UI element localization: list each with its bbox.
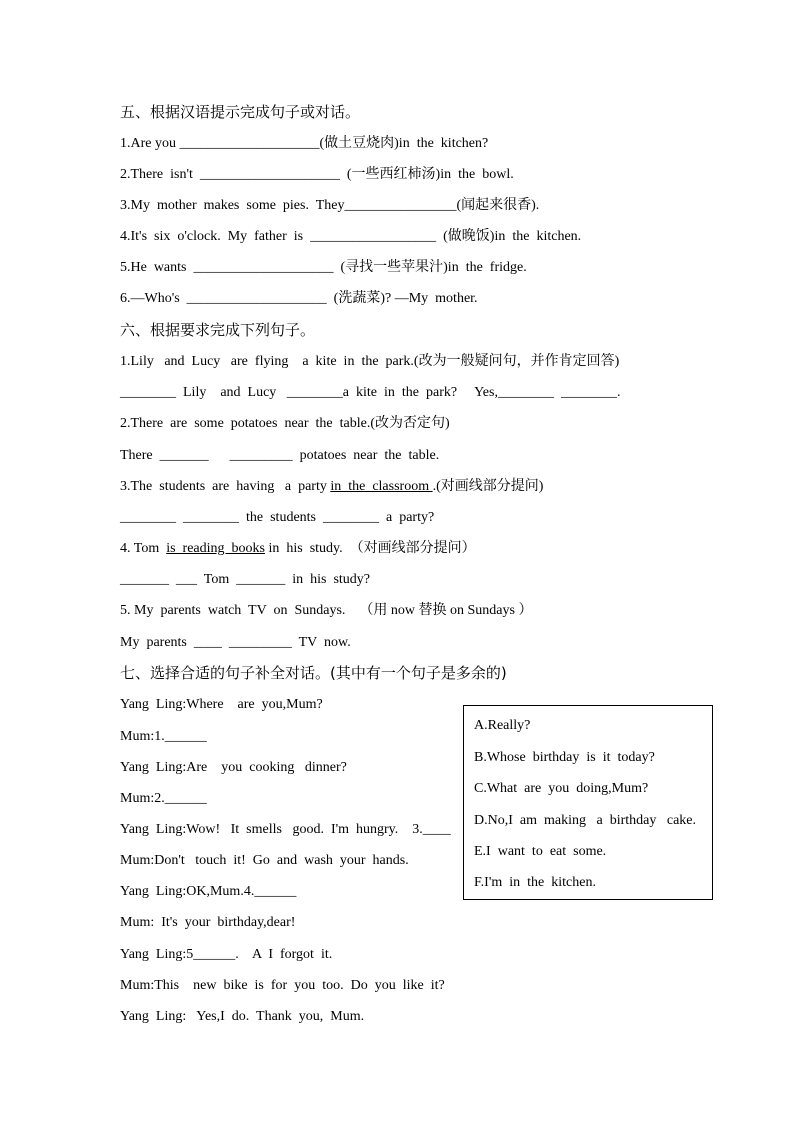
s6-q4-underlined: is reading books: [166, 541, 265, 556]
s6-question-1: 1.Lily and Lucy are flying a kite in the park.(改为一般疑问句，并作肯定回答): [120, 354, 620, 369]
s6-question-4: [120, 540, 476, 558]
dialogue-line: Mum:Don't touch it! Go and wash your hands.: [120, 853, 409, 868]
option-c: C.What are you doing,Mum?: [474, 781, 649, 796]
dialogue-line: Mum: It's your birthday,dear!: [120, 915, 296, 930]
s5-question-6: 6.—Who's ____________________ (洗蔬菜)? —My mother.: [120, 291, 478, 306]
option-a: A.Really?: [474, 718, 531, 733]
s6-q3-instruction: .(对画线部分提问): [432, 479, 544, 494]
dialogue-line: Mum:This new bike is for you too. Do you like it?: [120, 978, 445, 993]
s5-question-1: 1.Are you ____________________(做土豆烧肉)in the kitchen?: [120, 136, 489, 151]
s6-q4-instruction: in his study. （对画线部分提问）: [264, 541, 476, 556]
s6-q4-text: 4. Tom: [120, 541, 167, 556]
section-7-heading: 七、选择合适的句子补全对话。(其中有一个句子是多余的): [120, 664, 507, 682]
options-box: [463, 705, 713, 900]
option-f: F.I'm in the kitchen.: [474, 875, 596, 890]
dialogue-line: Mum:1.______: [120, 729, 207, 744]
s6-answer-4: _______ ___ Tom _______ in his study?: [120, 572, 370, 587]
section-6-heading: 六、根据要求完成下列句子。: [120, 321, 316, 339]
option-d: D.No,I am making a birthday cake.: [474, 813, 696, 828]
s6-question-2: 2.There are some potatoes near the table.(改为否定句): [120, 416, 450, 431]
dialogue-line: Yang Ling:Are you cooking dinner?: [120, 760, 347, 775]
s6-answer-3: ________ ________ the students ________ a party?: [120, 510, 435, 525]
dialogue-line: Yang Ling:Wow! It smells good. I'm hungry. 3.____: [120, 822, 451, 837]
s6-answer-5: My parents ____ _________ TV now.: [120, 635, 351, 650]
s5-question-4: 4.It's six o'clock. My father is __________________ (做晚饭)in the kitchen.: [120, 229, 582, 244]
s5-question-3: 3.My mother makes some pies. They________________(闻起来很香).: [120, 198, 540, 213]
s6-q3-underlined: in the classroom: [330, 479, 433, 494]
dialogue-line: Yang Ling:OK,Mum.4.______: [120, 884, 297, 899]
dialogue-line: Mum:2.______: [120, 791, 207, 806]
dialogue-line: Yang Ling:5______. A I forgot it.: [120, 947, 333, 962]
section-5-heading: 五、根据汉语提示完成句子或对话。: [120, 103, 361, 121]
s5-question-2: 2.There isn't ____________________ (一些西红柿汤)in the bowl.: [120, 167, 514, 182]
option-e: E.I want to eat some.: [474, 844, 607, 859]
s5-question-5: 5.He wants ____________________ (寻找一些苹果汁)in the fridge.: [120, 260, 527, 275]
s6-question-5: 5. My parents watch TV on Sundays. （用 now 替换 on Sundays ）: [120, 603, 533, 618]
option-b: B.Whose birthday is it today?: [474, 750, 655, 765]
s6-question-3: [120, 478, 543, 496]
dialogue-line: Yang Ling: Yes,I do. Thank you, Mum.: [120, 1009, 365, 1024]
s6-answer-1: ________ Lily and Lucy ________a kite in the park? Yes,________ ________.: [120, 385, 621, 400]
s6-answer-2: There _______ _________ potatoes near the table.: [120, 448, 440, 463]
dialogue-line: Yang Ling:Where are you,Mum?: [120, 697, 323, 712]
s6-q3-text: 3.The students are having a party: [120, 479, 331, 494]
